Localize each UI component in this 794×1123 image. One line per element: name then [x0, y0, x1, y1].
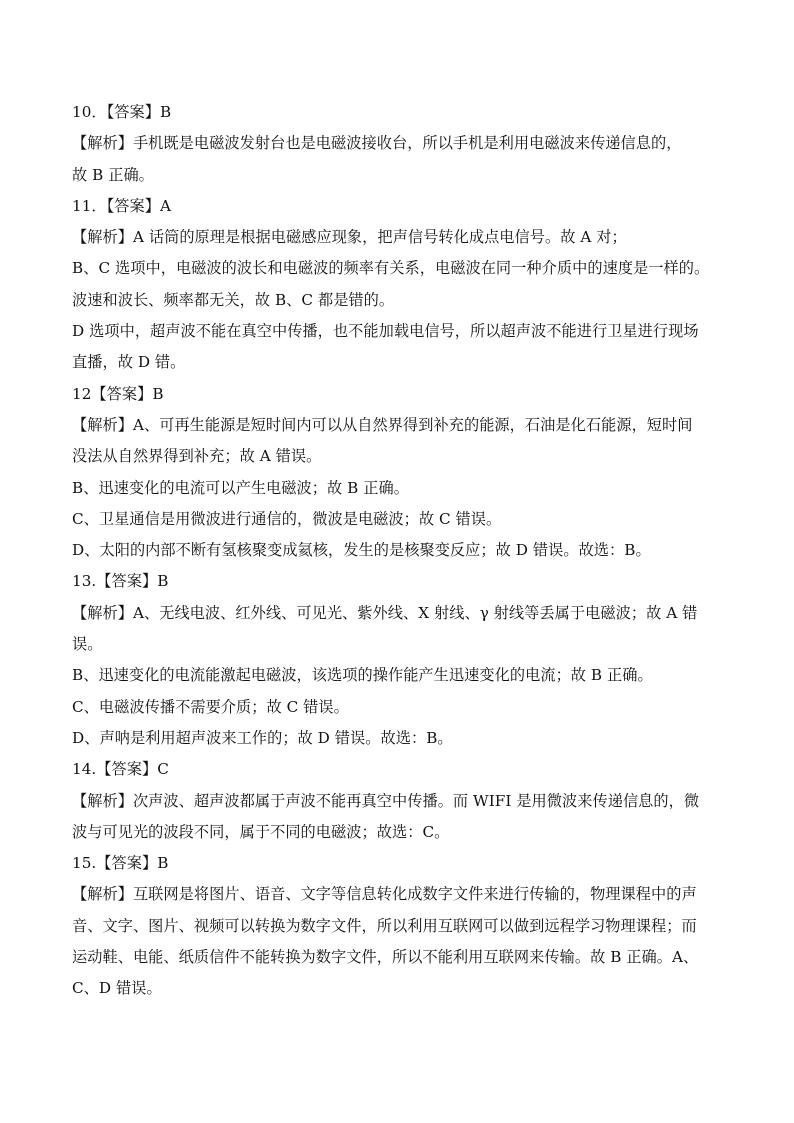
analysis-line: 直播，故 D 错。: [72, 353, 186, 372]
analysis-line: C、电磁波传播不需要介质；故 C 错误。: [72, 697, 349, 716]
answer-heading-11: 11．【答案】A: [72, 196, 172, 215]
analysis-line: 【解析】A 话筒的原理是根据电磁感应现象，把声信号转化成点电信号。故 A 对；: [72, 228, 627, 247]
analysis-line: 误。: [72, 635, 103, 654]
answer-heading-13: 13.【答案】B: [72, 572, 169, 591]
answer-heading-14: 14.【答案】C: [72, 760, 169, 779]
analysis-line: 【解析】A、可再生能源是短时间内可以从自然界得到补充的能源，石油是化石能源，短时间: [72, 415, 693, 434]
analysis-line: 波速和波长、频率都无关，故 B、C 都是错的。: [72, 290, 395, 309]
analysis-line: D、太阳的内部不断有氢核聚变成氦核，发生的是核聚变反应；故 D 错误。故选：B。: [72, 541, 651, 560]
analysis-line: 【解析】A、无线电波、红外线、可见光、紫外线、X 射线、γ 射线等丢属于电磁波；故 A 错: [72, 603, 698, 622]
analysis-line: B、C 选项中，电磁波的波长和电磁波的频率有关系，电磁波在同一种介质中的速度是一样的。: [72, 259, 710, 278]
answer-heading-10: 10．【答案】B: [72, 103, 172, 121]
analysis-line: 音、文字、图片、视频可以转换为数字文件，所以利用互联网可以做到远程学习物理课程；而: [72, 916, 697, 935]
analysis-line: 运动鞋、电能、纸质信件不能转换为数字文件，所以不能利用互联网来传输。故 B 正确。A、: [72, 948, 699, 967]
analysis-line: 【解析】次声波、超声波都属于声波不能再真空中传播。而 WIFI 是用微波来传递信息的，微: [72, 791, 700, 810]
analysis-line: C、卫星通信是用微波进行通信的，微波是电磁波；故 C 错误。: [72, 509, 502, 528]
analysis-line: B、迅速变化的电流能激起电磁波，该选项的操作能产生迅速变化的电流；故 B 正确。: [72, 666, 653, 685]
analysis-line: 波与可见光的波段不同，属于不同的电磁波；故选：C。: [72, 822, 450, 841]
answer-heading-12: 12【答案】B: [72, 384, 164, 403]
answer-heading-15: 15.【答案】B: [72, 854, 169, 873]
analysis-line: 【解析】手机既是电磁波发射台也是电磁波接收台，所以手机是利用电磁波来传递信息的，: [72, 134, 682, 153]
analysis-line: B、迅速变化的电流可以产生电磁波；故 B 正确。: [72, 478, 409, 497]
answer-analysis-text: [72, 97, 732, 1005]
analysis-line: C、D 错误。: [72, 979, 162, 998]
analysis-line: D、声呐是利用超声波来工作的；故 D 错误。故选：B。: [72, 728, 453, 747]
analysis-line: 没法从自然界得到补充；故 A 错误。: [72, 447, 322, 466]
analysis-line: 故 B 正确。: [72, 165, 154, 184]
analysis-line: D 选项中，超声波不能在真空中传播，也不能加载电信号，所以超声波不能进行卫星进行现场: [72, 322, 699, 341]
analysis-line: 【解析】互联网是将图片、语音、文字等信息转化成数字文件来进行传输的，物理课程中的声: [72, 885, 697, 904]
